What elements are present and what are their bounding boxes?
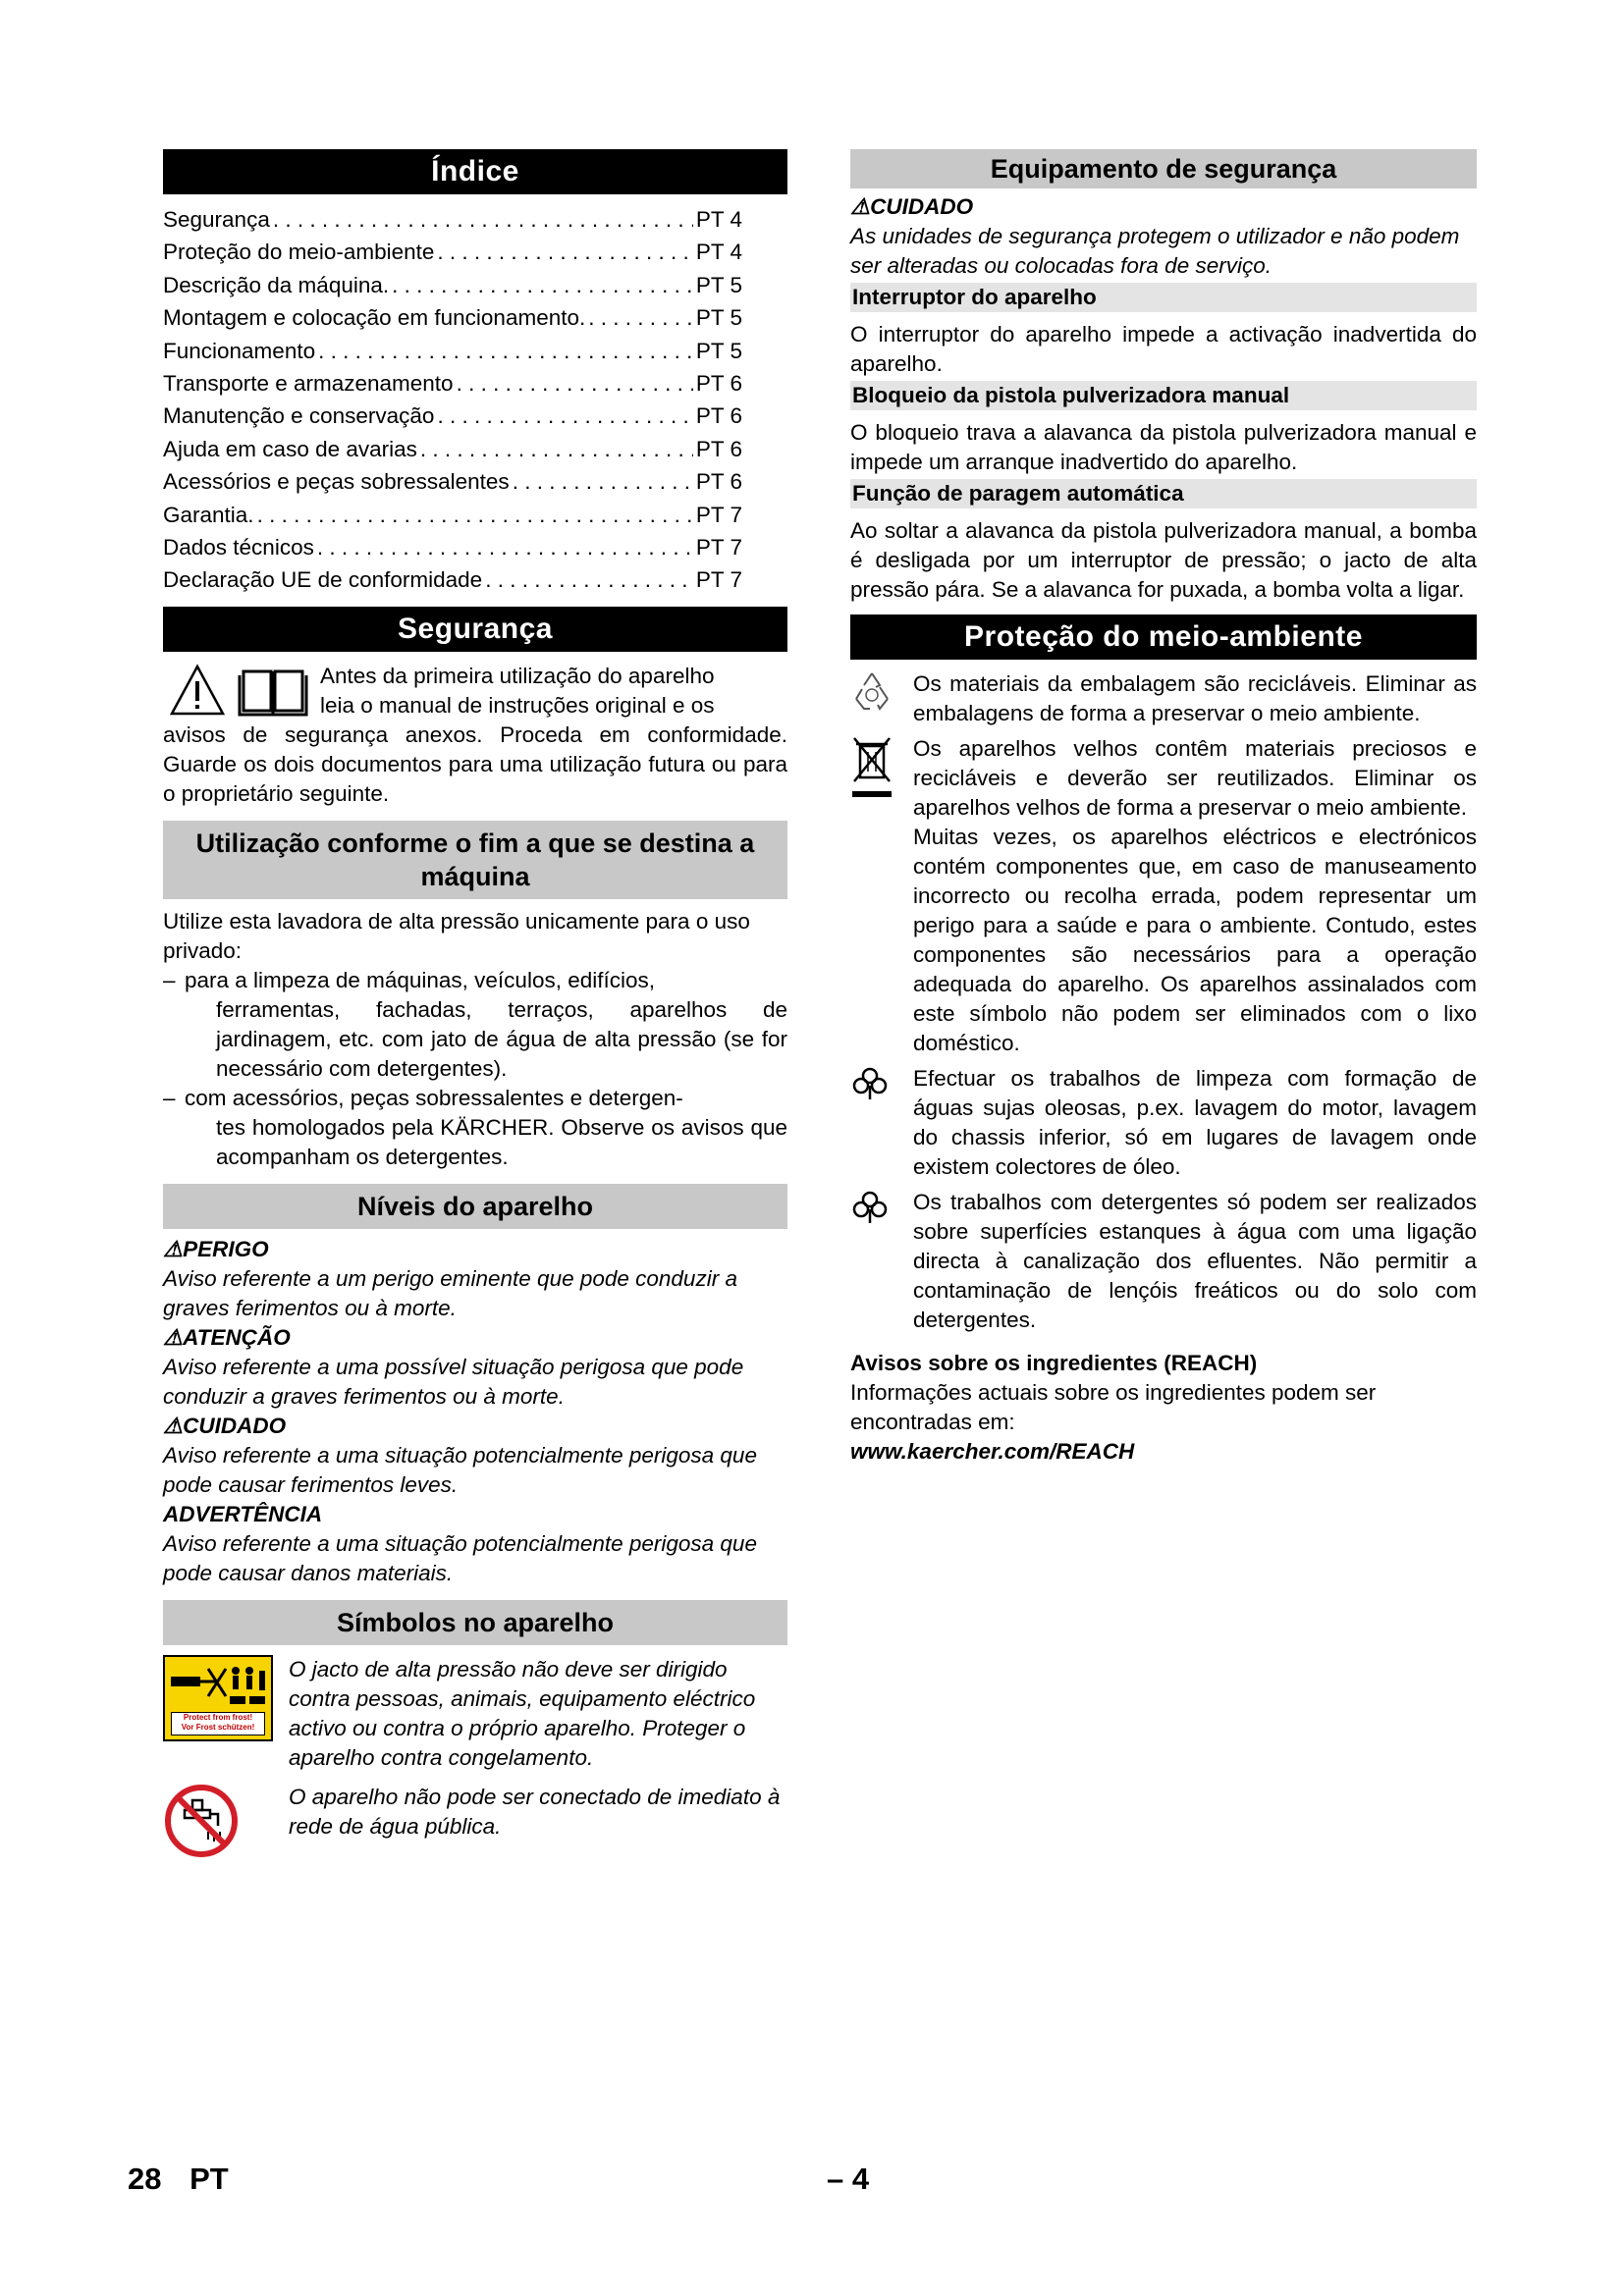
toc-item[interactable]: Acessórios e peças sobressalentes . . . PT 6 (163, 465, 742, 498)
warning-triangle-icon (169, 664, 226, 717)
toc-item[interactable]: Segurança . . . PT 4 (163, 203, 742, 236)
subsection-heading: Bloqueio da pistola pulverizadora manual (850, 381, 1477, 410)
footer-center: – 4 (827, 2162, 870, 2196)
list-item: Os trabalhos com detergentes só podem ser realizados sobre superfícies estanques à água com uma ligação directa à canalização dos efluentes. Não permitir a contaminação de lençóis freáticos ou do solo com detergentes. (850, 1188, 1477, 1335)
toc-item[interactable]: Garantia. . . . PT 7 (163, 499, 742, 531)
symbols-body (163, 1655, 787, 1859)
toc-item[interactable]: Proteção do meio-ambiente . . . PT 4 (163, 236, 742, 268)
toc-item[interactable]: Declaração UE de conformidade . . . PT 7 (163, 563, 742, 596)
left-column (163, 149, 787, 1859)
list-item: Os materiais da embalagem são recicláveis. Eliminar as embalagens de forma a preservar o meio ambiente. (850, 669, 1477, 728)
list-item: – para a limpeza de máquinas, veículos, edifícios, ferramentas, fachadas, terraços, aparelhos de jardinagem, etc. com jato de água de alta pressão (se for necessário com detergentes). (163, 967, 787, 1081)
list-item: – com acessórios, peças sobressalentes e detergen- tes homologados pela KÄRCHER. Observe os avisos que acompanham os detergentes. (163, 1085, 787, 1169)
reach-heading: Avisos sobre os ingredientes (REACH) (850, 1351, 1258, 1375)
level-label: ⚠CUIDADO (163, 1413, 287, 1438)
subsection-heading: Função de paragem automática (850, 479, 1477, 508)
level-label: ⚠PERIGO (163, 1236, 269, 1261)
crossed-out-bin-icon (850, 734, 895, 803)
toc-heading: Índice (163, 149, 787, 194)
list-item: O aparelho não pode ser conectado de imediato à rede de água pública. (163, 1783, 787, 1859)
page-number: 28 (128, 2162, 162, 2196)
language-code: PT (189, 2162, 229, 2196)
environment-heading: Proteção do meio-ambiente (850, 614, 1477, 660)
list-item: Efectuar os trabalhos de limpeza com formação de águas sujas oleosas, p.ex. lavagem do motor, lavagem do chassis inferior, só em lugares de lavagem onde existem colectores de óleo. (850, 1064, 1477, 1182)
symbols-heading: Símbolos no aparelho (163, 1600, 787, 1645)
levels-heading: Níveis do aparelho (163, 1184, 787, 1229)
level-label: ADVERTÊNCIA (163, 1501, 323, 1526)
list-item: Protect from frost! Vor Frost schützen! O jacto de alta pressão não deve ser dirigido contra pessoas, animais, equipamento eléctrico activo ou contra o próprio aparelho. Proteger o aparelho contra congelamento. (163, 1655, 787, 1773)
recycling-icon (850, 669, 893, 713)
no-tap-connection-icon (163, 1783, 240, 1859)
right-column (850, 149, 1477, 1467)
safety-heading: Segurança (163, 607, 787, 652)
intended-use-heading: Utilização conforme o fim a que se destina a máquina (163, 821, 787, 899)
toc-item[interactable]: Funcionamento . . . PT 5 (163, 335, 742, 367)
intended-use-body: Utilize esta lavadora de alta pressão unicamente para o uso privado: – para a limpeza de máquinas, veículos, edifícios, ferramentas, fachadas, terraços, aparelhos de jardinagem, etc. com jato de água de alta pressão (se for necessário com detergentes). – com acessórios, peças sobressalentes e detergen- tes homologados pela KÄRCHER. Observe os avisos que acompanham os detergentes. (163, 907, 787, 1172)
safety-intro: Antes da primeira utilização do aparelho leia o manual de instruções original e os avisos de segurança anexos. Proceda em conformidade. Guarde os dois documentos para uma utilização futura ou para o proprietário seguinte. (163, 663, 787, 806)
no-spray-at-people-warning-label-icon: Protect from frost! Vor Frost schützen! (163, 1655, 273, 1741)
safety-equipment-heading: Equipamento de segurança (850, 149, 1477, 188)
toc-item[interactable]: Montagem e colocação em funcionamento. . . . PT 5 (163, 301, 742, 334)
levels-body: ⚠PERIGO Aviso referente a um perigo eminente que pode conduzir a graves ferimentos ou à morte. ⚠ATENÇÃO Aviso referente a uma possível situação perigosa que pode conduzir a graves ferimentos ou à morte. ⚠CUIDADO Aviso referente a uma situação potencialmente perigosa que pode causar ferimentos leves. ADVERTÊNCIA Aviso referente a uma situação potencialmente perigosa que pode causar danos materiais. (163, 1235, 787, 1588)
toc-item[interactable]: Transporte e armazenamento . . . PT 6 (163, 367, 742, 400)
list-item: Os aparelhos velhos contêm materiais preciosos e recicláveis e deverão ser reutilizados. Eliminar os aparelhos velhos de forma a preservar o meio ambiente. Muitas vezes, os aparelhos eléctricos e electrónicos contém componentes que, em caso de manuseamento incorrecto ou recolha errada, podem representar um perigo para a saúde e para o ambiente. Contudo, estes componentes são necessários para a operação adequada do aparelho. Os aparelhos assinalados com este símbolo não podem ser eliminados com o lixo doméstico. (850, 734, 1477, 1058)
manual-book-icon (238, 664, 308, 717)
oil-water-icon (850, 1188, 890, 1227)
caution-label: ⚠CUIDADO (850, 194, 974, 219)
page-footer (128, 2162, 229, 2197)
reach-section: Avisos sobre os ingredientes (REACH) Informações actuais sobre os ingredientes podem ser encontradas em: www.kaercher.com/REACH (850, 1349, 1477, 1467)
subsection-heading: Interruptor do aparelho (850, 283, 1477, 312)
environment-body (850, 669, 1477, 1467)
safety-equipment-body: ⚠CUIDADO As unidades de segurança protegem o utilizador e não podem ser alteradas ou colocadas fora de serviço. Interruptor do aparelho O interruptor do aparelho impede a activação inadvertida do aparelho. Bloqueio da pistola pulverizadora manual O bloqueio trava a alavanca da pistola pulverizadora manual e impede um arranque inadvertido do aparelho. Função de paragem automática Ao soltar a alavanca da pistola pulverizadora manual, a bomba é desligada por um interruptor de pressão; o jacto de alta pressão pára. Se a alavanca for puxada, a bomba volta a ligar. (850, 194, 1477, 602)
level-label: ⚠ATENÇÃO (163, 1324, 291, 1350)
oil-water-icon (850, 1064, 890, 1103)
toc-item[interactable]: Ajuda em caso de avarias . . . PT 6 (163, 433, 742, 465)
toc-item[interactable]: Dados técnicos . . . PT 7 (163, 531, 742, 563)
spray-prohibition-pictogram (165, 1657, 271, 1714)
reach-link[interactable]: www.kaercher.com/REACH (850, 1439, 1135, 1464)
table-of-contents (163, 203, 787, 597)
toc-item[interactable]: Descrição da máquina. . . . PT 5 (163, 269, 742, 301)
toc-item[interactable]: Manutenção e conservação . . . PT 6 (163, 400, 742, 432)
